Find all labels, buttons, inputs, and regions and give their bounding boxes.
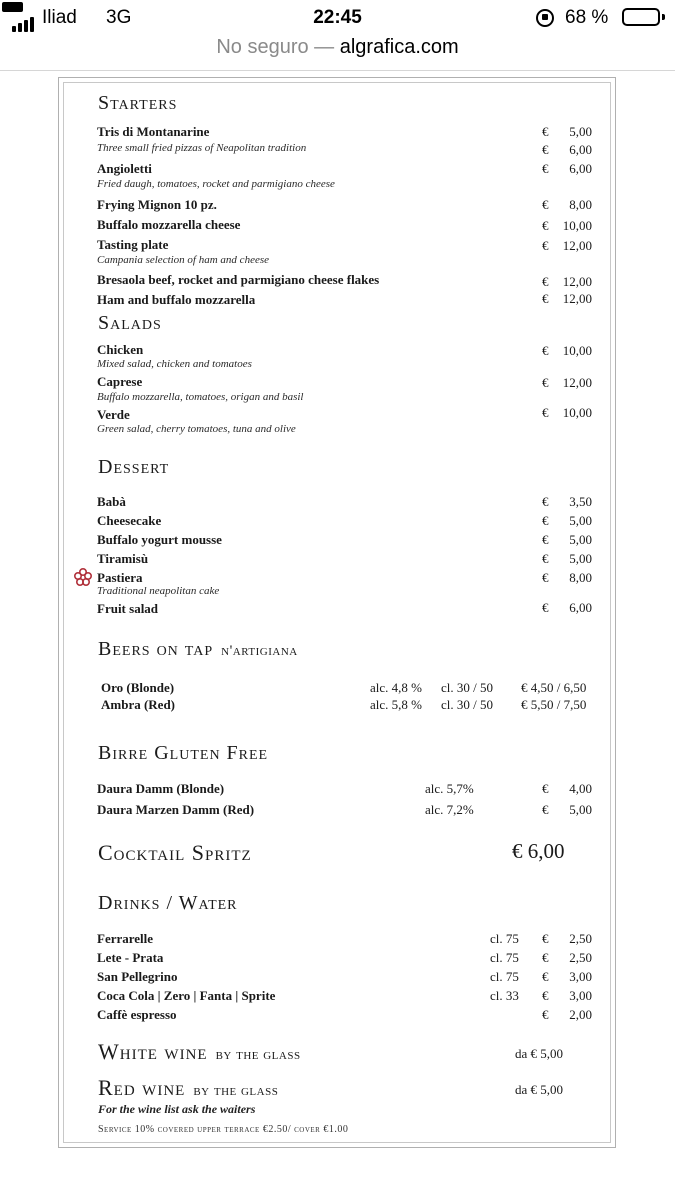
euro-sign: € xyxy=(542,570,549,585)
clock: 22:45 xyxy=(313,7,362,28)
price-amount: 5,00 xyxy=(569,513,592,528)
drink-name: Lete - Prata xyxy=(97,950,164,965)
menu-item-name: Cheesecake xyxy=(97,513,162,528)
salads-heading: Salads xyxy=(98,312,162,334)
beer-name: Oro (Blonde) xyxy=(101,680,175,695)
menu-item-name: Angioletti xyxy=(97,161,152,176)
euro-sign: € xyxy=(542,238,549,253)
euro-sign: € xyxy=(542,600,549,615)
menu-item-name: Babà xyxy=(97,494,126,509)
battery-percent: 68 % xyxy=(565,7,609,28)
white-wine-heading-subtitle: by the glass xyxy=(215,1047,301,1063)
wine-list-note: For the wine list ask the waiters xyxy=(98,1102,256,1116)
price-amount: 2,00 xyxy=(569,1007,592,1022)
euro-sign: € xyxy=(542,532,549,547)
euro-sign: € xyxy=(542,197,549,212)
price-amount: 12,00 xyxy=(562,291,592,306)
drink-size: cl. 75 xyxy=(490,931,519,946)
price-amount: 3,00 xyxy=(569,969,592,984)
drink-size: cl. 33 xyxy=(490,988,519,1003)
price-amount: 5,00 xyxy=(569,124,592,139)
menu-item-description: Green salad, cherry tomatoes, tuna and olive xyxy=(97,423,296,435)
price-amount: 8,00 xyxy=(569,570,592,585)
menu-item-description: Campania selection of ham and cheese xyxy=(97,254,269,266)
spritz-heading: Cocktail Spritz xyxy=(98,840,252,865)
beer-size: cl. 30 / 50 xyxy=(441,697,493,712)
beers-heading: Beers on tap n'artigiana xyxy=(98,638,298,660)
price-amount: 6,00 xyxy=(569,142,592,157)
price-amount: 10,00 xyxy=(562,218,592,233)
beer-price: € 5,50 / 7,50 xyxy=(521,697,587,712)
security-label: No seguro — xyxy=(216,36,340,58)
menu-item-name: Caprese xyxy=(97,374,143,389)
price-amount: 2,50 xyxy=(569,950,592,965)
price-amount: 3,50 xyxy=(569,494,592,509)
drink-size: cl. 75 xyxy=(490,969,519,984)
price-amount: 5,00 xyxy=(569,532,592,547)
menu-item-name: Tris di Montanarine xyxy=(97,124,210,139)
euro-sign: € xyxy=(542,781,549,796)
beer-alcohol: alc. 4,8 % xyxy=(370,680,422,695)
price-amount: 10,00 xyxy=(562,343,592,358)
menu-item-name: Fruit salad xyxy=(97,601,159,616)
menu-item-name: Verde xyxy=(97,407,130,422)
menu-item-description: Traditional neapolitan cake xyxy=(97,585,220,597)
dessert-heading: Dessert xyxy=(98,456,170,478)
menu-item-name: Frying Mignon 10 pz. xyxy=(97,197,217,212)
price-amount: 4,00 xyxy=(569,781,592,796)
michelin-icon xyxy=(73,567,93,587)
euro-sign: € xyxy=(542,513,549,528)
menu-item-description: Fried daugh, tomatoes, rocket and parmigiano cheese xyxy=(97,178,335,190)
euro-sign: € xyxy=(542,291,549,306)
red-wine-heading: Red wine by the glass xyxy=(98,1075,279,1100)
price-amount: 6,00 xyxy=(569,161,592,176)
euro-sign: € xyxy=(542,802,549,817)
menu-item-name: Tasting plate xyxy=(97,237,169,252)
price-amount: 6,00 xyxy=(569,600,592,615)
red-wine-heading-subtitle: by the glass xyxy=(193,1083,279,1099)
url-host: algrafica.com xyxy=(339,36,459,58)
menu-item-description: Mixed salad, chicken and tomatoes xyxy=(97,358,252,370)
euro-sign: € xyxy=(542,988,549,1003)
beer-price: € 4,50 / 6,50 xyxy=(521,680,587,695)
euro-sign: € xyxy=(542,405,549,420)
menu-item-name: Bresaola beef, rocket and parmigiano cheese flakes xyxy=(97,272,380,287)
menu-item-name: Ham and buffalo mozzarella xyxy=(97,292,256,307)
euro-sign: € xyxy=(542,343,549,358)
euro-sign: € xyxy=(542,161,549,176)
euro-sign: € xyxy=(542,494,549,509)
gluten-free-heading: Birre Gluten Free xyxy=(98,742,269,764)
price-amount: 10,00 xyxy=(562,405,592,420)
starters-heading: Starters xyxy=(98,92,178,114)
price-amount: 2,50 xyxy=(569,931,592,946)
beer-size: cl. 30 / 50 xyxy=(441,680,493,695)
price-amount: 12,00 xyxy=(562,238,592,253)
price-amount: 12,00 xyxy=(562,274,592,289)
spritz-price: € 6,00 xyxy=(512,839,565,863)
service-note: Service 10% covered upper terrace €2.50/ cover €1.00 xyxy=(98,1124,349,1135)
euro-sign: € xyxy=(542,142,549,157)
beer-name: Daura Damm (Blonde) xyxy=(97,781,225,796)
price-amount: 5,00 xyxy=(569,802,592,817)
euro-sign: € xyxy=(542,1007,549,1022)
drink-name: Ferrarelle xyxy=(97,931,154,946)
beer-alcohol: alc. 5,7% xyxy=(425,781,474,796)
price-amount: 5,00 xyxy=(569,551,592,566)
price-amount: 3,00 xyxy=(569,988,592,1003)
euro-sign: € xyxy=(542,218,549,233)
drink-name: Caffè espresso xyxy=(97,1007,177,1022)
euro-sign: € xyxy=(542,969,549,984)
white-wine-price: da € 5,00 xyxy=(515,1046,564,1061)
menu-item-name: Buffalo yogurt mousse xyxy=(97,532,222,547)
menu-item-name: Tiramisù xyxy=(97,551,149,566)
beer-name: Ambra (Red) xyxy=(101,697,176,712)
euro-sign: € xyxy=(542,950,549,965)
menu-item-description: Three small fried pizzas of Neapolitan tradition xyxy=(97,142,307,154)
red-wine-price: da € 5,00 xyxy=(515,1082,564,1097)
menu-item-description: Buffalo mozzarella, tomatoes, origan and basil xyxy=(97,391,304,403)
drinks-heading: Drinks / Water xyxy=(98,892,238,914)
beer-alcohol: alc. 5,8 % xyxy=(370,697,422,712)
menu-item-name: Pastiera xyxy=(97,570,143,585)
euro-sign: € xyxy=(542,375,549,390)
price-amount: 12,00 xyxy=(562,375,592,390)
euro-sign: € xyxy=(542,274,549,289)
drink-size: cl. 75 xyxy=(490,950,519,965)
drink-name: Coca Cola | Zero | Fanta | Sprite xyxy=(97,988,276,1003)
euro-sign: € xyxy=(542,931,549,946)
drink-name: San Pellegrino xyxy=(97,969,178,984)
price-amount: 8,00 xyxy=(569,197,592,212)
beer-name: Daura Marzen Damm (Red) xyxy=(97,802,255,817)
euro-sign: € xyxy=(542,551,549,566)
menu-item-name: Chicken xyxy=(97,342,144,357)
euro-sign: € xyxy=(542,124,549,139)
network-label: 3G xyxy=(106,7,132,28)
carrier-label: Iliad xyxy=(42,7,77,28)
menu-item-name: Buffalo mozzarella cheese xyxy=(97,217,241,232)
beers-heading-subtitle: n'artigiana xyxy=(221,643,298,659)
white-wine-heading: White wine by the glass xyxy=(98,1039,301,1064)
beer-alcohol: alc. 7,2% xyxy=(425,802,474,817)
